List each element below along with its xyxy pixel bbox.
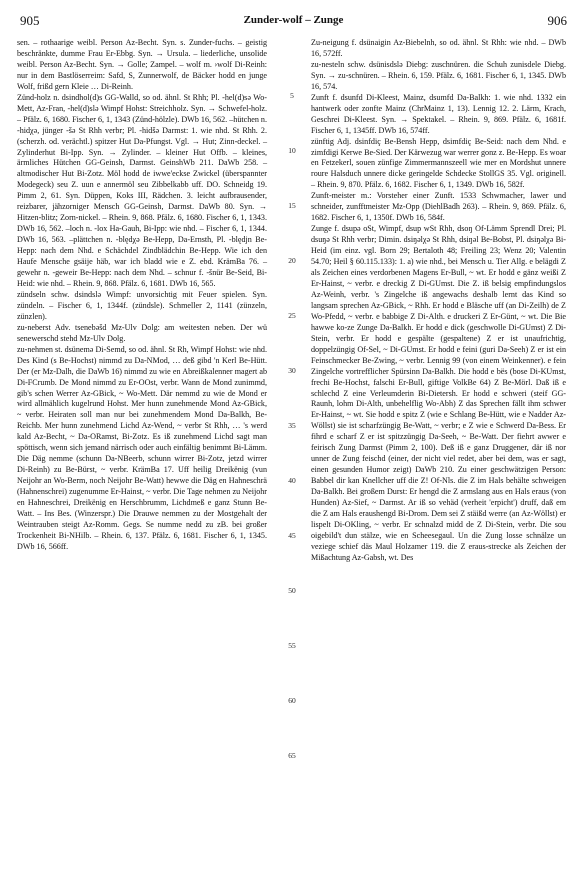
page-number-right: 906: [547, 13, 567, 28]
line-number: 50: [288, 586, 296, 595]
line-numbers: [282, 38, 304, 878]
page-number-left: 905: [20, 13, 40, 28]
line-number: 40: [288, 476, 296, 485]
entry-text: Zünd-holz n. dsindhol(d)s GG-Walld, so od. ähnl. St Rhh; Pl. -hel(d)sə Wo-Mett, Az-Fran, -hel(d)slə Wimpf Hohst: Streichholz. Syn. → Schwefel-holz. – Pfälz. 6, 1680. Fischer 6, 1, 1343 (Zünd-hölzle). DWb 16, 562. –hütchen n. -hidχə, jünger -šə St Rhh verbr; Pl. -hidšə Darmst: 1. wie nhd. St Rhh. 2. (scherzh. od. verächtl.) spitzer Hut Da-Pfungst. Vgl. → Hut; Zinn-deckel. – Zylinderhut Bi-Ipp. Syn. → Zylinder. – kleiner Hut Offb. – kleines, ärmliches Hütchen GG-Geinsh, Darmst. GeinshWb 211. DaWb 258. – altmodischer Hut Bi-Zotz. Möl hodd de iwwe'eckse Zwickel (überspannter Modegeck) seu Z. uun e annermöl seu Zibbelkabb uff. DO. Schneidg 19. Pimm 2, 61. Syn. Düppen, Koks III, Rädchen. 3. leicht aufbrausender, reizbarer, jähzorniger Mensch GG-Geinsh, Darmst. DaWb 80. Syn. → Hitzen-blitz; Zorn-nickel. – Rhein. 9, 868. Pfälz. 6, 1680. Fischer 6, 1, 1343. DWb 16, 562. –loch n. -lox Ha-Gauh, Bi-Ipp: wie nhd. – Fischer 6, 1, 1344. DWb 16, 563. –plättchen n. -blędχə Be-Hepp, Da-Ernsth, Pl. -blędjn Be-Hepp: nach dem Nhd. e Schächdel Zindblädchin Be-Hepp. Wie ich den Haufe Mensche gsäije häb, war ich bladd wie e Z. ebd. KrämBa 76. – gewehr n. -geweir Be-Hepp: nach dem Nhd. – schnur f. -šnür Be-Seid, Bi-Heid: wie nhd. – Rhein. 9, 868. Pfälz. 6, 1681. DWb 16, 565.: [17, 92, 267, 288]
entry-text: Zunft f. dsunfd Di-Kleest, Mainz, dsumfd Da-Balkh: 1. wie nhd. 1332 ein hantwerk oder zonfte Mainz (ChrMainz 1, 13). Lennig 12. 2. Lärm, Krach, Geschrei Di-Kleest. Syn. → Spektakel. – Rhein. 9, 869. Pfälz. 6, 1681f. Fischer 6, 1, 1345ff. DWb 16, 574ff.: [311, 92, 566, 135]
line-number: 10: [288, 146, 296, 155]
line-number: 35: [288, 421, 296, 430]
entry-text: zündseln schw. dsindslə Wimpf: unvorsichtig mit Feuer spielen. Syn. zündeln. – Fischer 6, 1, 1344f. (zündsle). Schmeller 2, 1141 (zünzeln, zünzlen).: [17, 289, 267, 321]
entry-text: Zunft-meister m.: Vorsteher einer Zunft. 1533 Schwmacher, lawer und schneider, zunfftmeister Mz-Opp (DiehlBadh 263). – Rhein. 9, 869. Pfälz. 6, 1682. Fischer 6, 1, 1350f. DWb 16, 584f.: [311, 191, 566, 223]
line-number: 60: [288, 696, 296, 705]
line-number: 5: [290, 91, 294, 100]
entry-text: Zu-neigung f. dsünaigin Az-Biebelnh, so od. ähnl. St Rhh: wie nhd. – DWb 16, 572ff.: [311, 38, 566, 58]
line-number: 15: [288, 201, 296, 210]
page-header: [20, 13, 567, 31]
right-column: [311, 38, 566, 564]
entry-text: zu-nesteln schw. dsünisdslə Diebg: zuschnüren. die Schuh zunisdele Diebg. Syn. → zu-schnüren. – Rhein. 6, 159. Pfälz. 6, 1681. Fischer 6, 1, 1345. DWb 16, 574.: [311, 59, 566, 91]
entry-text: sen. – rothaarige weibl. Person Az-Becht. Syn. s. Zunder-fuchs. – geistig beschränkte, dumme Frau Er-Ebbg. Syn. → Ursula. – liederliche, unsolide weibl. Person Az-Becht. Syn. → Golle; Zampel. – wolf m. ›wolf Di-Reinh: nur in dem Bastlöserreim: Safd, S, Zunnerwolf, de Bäcker hodd en junge Wolf, frißd gern Kleie … Di-Reinh.: [17, 38, 267, 91]
entry-text: Zunge f. dsupə oSt, Wimpf, dsup wSt Rhh, dsoŋ Of-Lämm Sprendl Drei; Pl. dsuŋə St Rhh verbr; Dimin. dsiŋəlχə St Rhh, dsiŋəl Be-Bobst, Pl. dsiŋəlχə Bi-Heid (im einz. vgl. Born 29; Bertaloth 48; Freiling 23; Wenz 20; Valentin 54.70; Heil § 60.115.133): 1. a) wie nhd., bei Mensch u. Tier Allg. e belägdi Z als Zeichen eines verdorbenen Magens Er-Bull, ~ wt. Er hodd e gänz weißi Z Er-Hainst, ~ verbr. e dreckig Z Di-GUmst. Die Z. iß belsig empfindungslos Az-Weinh, verbr. 's Zingelche iß angewachs deshalb lernt das Kind so langsam sprechen Az-GBick, ~ Rhh. Er hodd e Bläsche uff (an Di-Zeilh) de Z Wo-Pfedd, ~ verbr. e babbige Z Di-Alth. e druckeri Z Er-Günt, ~ wt. Die Bie hawwe ko-ze Zunge Da-Balkh. Er hodd e dick (geschwolle Di-GUmst) Z Di-Stein, verbr. Er hodd e gespälte (gespaltene) Z er ist unaufrichtig, doppelzüngig Of-Sel, ~ Di-GUmst. Er hodd e feini (guri Da-Seeh) Z er ist ein Feinschmecker Be-Zwing, ~ verbr. Lennig 99 (von einem Weinkenner). e fein Zingelche vortrefflicher Spürsinn Da-Balkh. Die hodd e bës (bose Di-KUmst, frechi Be-Hochst, falschi Er-Bull, giftige VolkBe 64) Z Be-Mörl. Daß iß e schlechd Z eine Verleumderin Bi-Dietersh. Er hodd e schweri (steif GG-Raunh, lohm Di-Alth, unbehelflig Wo-Abh) Z das Sprechen fällt ihm schwer Er-Hainst, ~ wt. Sie hodd e spitz Z (wie e Schlang Be-Hütt, wie e Nadder Az-Wöllst) sie ist scharfzüngig Be-Watt, ~ verbr; e Z wie e Schwerd Da-Bess. Er fihrd e scharf Z er ist spitzzüngig Da-Seeh, ~ Be-Watt. Der fiehrt awwer e feirisch Zung Darmst (Pimm 2, 100). Deß iß e ganz Druggener, där iß nor unner de Zung feischd (einer, der nicht viel redet, aber bei dem, was er sagt, einen gesunden Humor zeigt) DaWb 210. Zu einer geschwätzigen Person: Babbel dir kan Knellcher uff die Z! Of-Nls. die Z im Hals behälte schweigen Da-Balkh. Bei großem Durst: Er hengd die Z armslang aus en Hals eraus (von Hunden) Az-Sief, ~ Darmst. Ar iß so vehäd (verheit 'erpicht') druff, daß em die Z am Hals eraushengd Bi-Drom. Dem sei Z stäißd werre (an Az-Wöllst) er lispelt Di-OKling, ~ verbr. Er schnalzd midd de Z Di-Stein, verbr. Die sou oigebild't dun stälze, wie en Scheesegaul. Un die Zung losse schnälze un veziege schief däs Maul Holzamer 119. die Z eraus-strecke als Zeichen der Mißachtung Az-Gabsh, wt. Des: [311, 224, 566, 562]
line-number: 45: [288, 531, 296, 540]
entry-text: zu-neberst Adv. tsenebəšd Mz-Ulv Dolg: am weitesten neben. Der wü senewerschd stehd Mz-Ulv Dolg.: [17, 322, 267, 343]
entry-text: zünftig Adj. dsinfdiç Be-Bensh Hepp, dsimfdiç Be-Seid: nach dem Nhd. e zimfdigi Kerwe Be-Sied. Der Kärwezug war werrer gonz z. Be-Hepp. Es woar en Fetzekerl, souen zünfige Zimmermannszeell wie mer en Mordshut unnere roure Halsduch unnere dicke geringelde Schdecke StollGS 35. Vgl. originell. – Rhein. 9, 870. Pfälz. 6, 1682. Fischer 6, 1, 1349. DWb 16, 582f.: [311, 136, 566, 190]
line-number: 25: [288, 311, 296, 320]
running-title: Zunder-wolf – Zunge: [243, 14, 344, 26]
entry-text: zu-nehmen st. dsünemə Di-Semd, so od. ähnl. St Rh, Wimpf Hohst: wie nhd. Des Kind (s Be-Hochst) nimmd zu Da-NMod, … deß gibd 'n Kerl Be-Hütt. Der (er Mz-Dalh, die DaWb 16) nimmd zu wie en Abreißkalenner magert ab Di-FCrumb. De Mond nimmd zu Er-OOst, verbr. Wann de Mond zunimmd, gib's schen Werrer Az-GBick, ~ Wo-Mett. Där nemmd zu wie de Mond er wird allmählich kugelrund Hohst. Mer hunn zunehmende Mond Az-GBick, ~ verbr. Heiraten soll man nur bei zunehmendem Mond Da-Balkh, Be-Reichb. Mer hunn zunehmend Lichd Az-Wend, ~ verbr St Rhh, … 's werd kald Az-Becht, ~ Da-ORamst, Bi-Zotz. Es iß zunehmend Lichd sagt man spöttisch, wenn sich jemand närrisch oder auch einfältig benimmt Bi-Lämm. Die Däg nemme (schunn Da-NBeerb, schunn wirrer Bi-Zotz, jetzd wirrer Di-Reinh) zu Be-Bürst, ~ verbr. KrämBa 17. Uff heilig Dreikënig (vun Neijohr an Wo-Berm, noch Neijohr Be-Watt) hewwe die Däg en Hahneschrä (Hahnenschrei) zugenumme Er-Hainst, ~ verbr. Die Tage nehmen zu Neijohr en Hahneschrei, Dreikënig en Herschbrumm, Lichdmeß e ganz Stunn Be-Watt. – Ins Bes. (Winzerspr.) Die Drauwe nemmen zu der Mostgehalt der Weintrauben steigt Az-Romm. Gegs. Se numme nedd zu zB. bei großer Trockenheit Bi-NHilb. – Rhein. 6, 137. Pfälz. 6, 1681. Fischer 6, 1, 1345. DWb 16, 566ff.: [17, 344, 267, 551]
line-number: 20: [288, 256, 296, 265]
line-number: 65: [288, 751, 296, 760]
left-column: [17, 38, 267, 553]
line-number: 55: [288, 641, 296, 650]
line-number: 30: [288, 366, 296, 375]
